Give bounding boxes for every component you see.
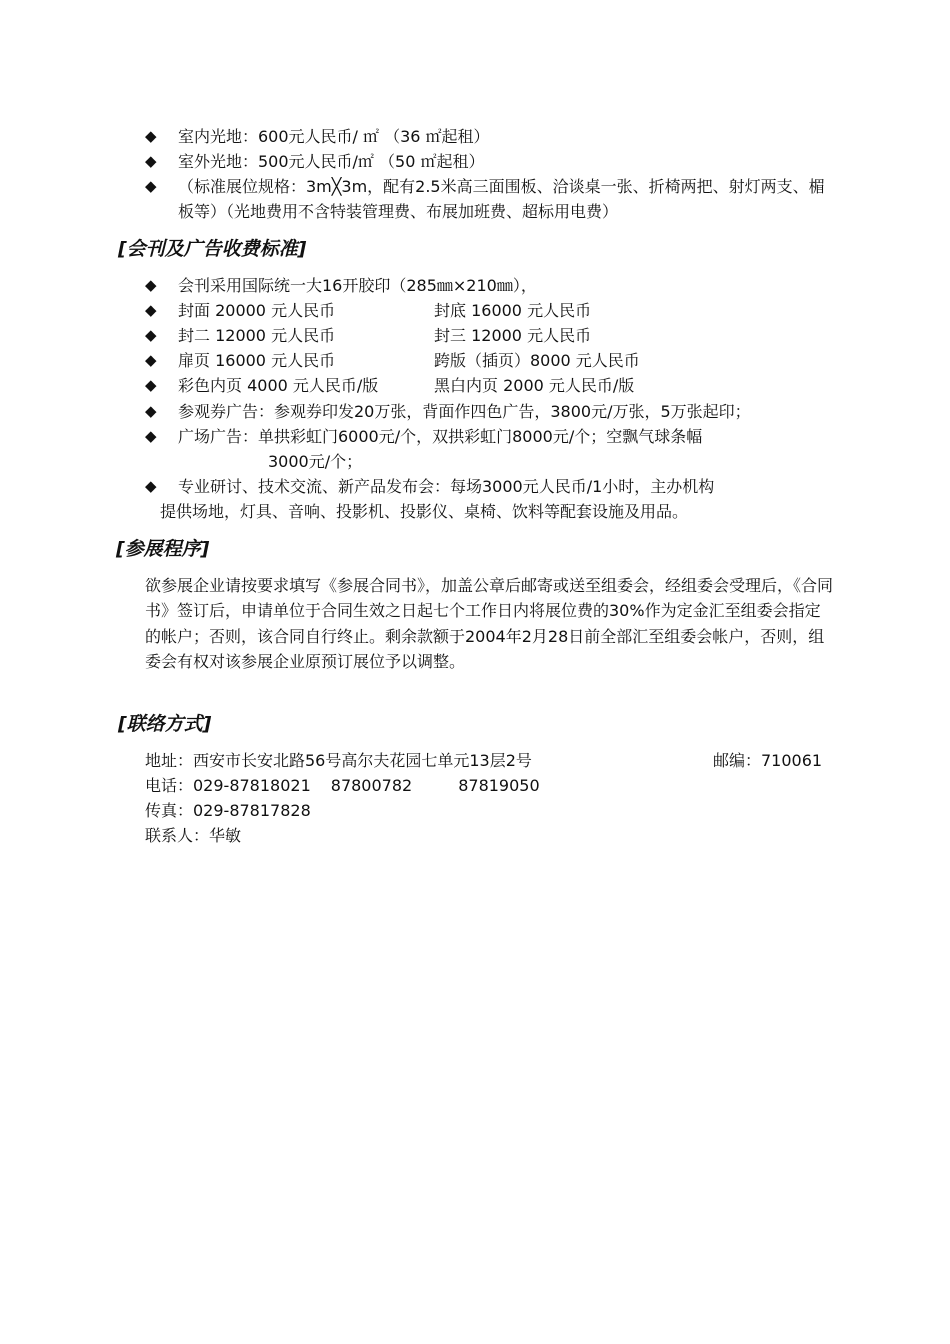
diamond-bullet-icon: ◆	[145, 376, 157, 394]
price-right: 封三 12000 元人民币	[434, 326, 592, 345]
price-left: 封面 20000 元人民币	[178, 301, 336, 320]
list-item	[145, 273, 835, 298]
price-left: 封二 12000 元人民币	[178, 326, 336, 345]
diamond-bullet-icon: ◆	[145, 402, 157, 420]
list-item	[145, 474, 835, 499]
contact-phone-row	[145, 773, 540, 798]
contact-phone-2: 87800782	[330, 776, 413, 795]
procedure-text: 欲参展企业请按要求填写《参展合同书》，加盖公章后邮寄或送至组委会，经组委会受理后，《合同书》签订后，申请单位于合同生效之日起七个工作日内将展位费的30%作为定金汇至组委会指定的帐户；否则，该合同自行终止。剩余款额于2004年2月28日前全部汇至组委会帐户，否则，组委会有权对该参展企业原预订展位予以调整。	[145, 576, 834, 671]
contact-phone-1: 电话：029-87818021	[145, 776, 311, 795]
diamond-bullet-icon: ◆	[145, 477, 157, 495]
seminar-fee-continued: 提供场地，灯具、音响、投影机、投影仪、桌椅、饮料等配套设施及用品。	[160, 502, 689, 521]
seminar-fee: 专业研讨、技术交流、新产品发布会：每场3000元人民币/1小时，主办机构	[178, 477, 715, 496]
diamond-bullet-icon: ◆	[145, 177, 157, 195]
ticket-ad: 参观券广告：参观券印发20万张，背面作四色广告，3800元/万张，5万张起印；	[178, 402, 751, 421]
outdoor-space-price: 室外光地：500元人民币/㎡ （50 ㎡起租）	[178, 152, 485, 171]
indoor-space-price: 室内光地：600元人民币/ ㎡ （36 ㎡起租）	[178, 127, 490, 146]
diamond-bullet-icon: ◆	[145, 427, 157, 445]
catalog-format: 会刊采用国际统一大16开胶印（285㎜×210㎜），	[178, 276, 537, 295]
list-item	[145, 399, 835, 424]
section-heading-ads: [会刊及广告收费标准]	[118, 238, 307, 260]
price-right: 黑白内页 2000 元人民币/版	[434, 376, 635, 395]
plaza-ad: 广场广告：单拱彩虹门6000元/个，双拱彩虹门8000元/个；空飘气球条幅	[178, 427, 703, 446]
price-left: 彩色内页 4000 元人民币/版	[178, 376, 379, 395]
price-right: 跨版（插页）8000 元人民币	[434, 351, 640, 370]
diamond-bullet-icon: ◆	[145, 276, 157, 294]
diamond-bullet-icon: ◆	[145, 127, 157, 145]
plaza-ad-continued: 3000元/个；	[268, 452, 363, 471]
diamond-bullet-icon: ◆	[145, 152, 157, 170]
section-heading-contact: [联络方式]	[118, 713, 212, 735]
list-item	[145, 124, 835, 149]
contact-zip: 邮编：710061	[713, 751, 823, 770]
list-item	[145, 424, 835, 449]
section-heading-procedure: [参展程序]	[116, 538, 210, 560]
contact-fax: 传真：029-87817828	[145, 801, 311, 820]
contact-address: 地址：西安市长安北路56号高尔夫花园七单元13层2号	[145, 751, 532, 770]
standard-booth-spec: （标准展位规格：3m╳3m，配有2.5米高三面围板、洽谈桌一张、折椅两把、射灯两支、楣板等）（光地费用不含特装管理费、布展加班费、超标用电费）	[178, 177, 825, 221]
diamond-bullet-icon: ◆	[145, 301, 157, 319]
diamond-bullet-icon: ◆	[145, 326, 157, 344]
list-item	[145, 149, 835, 174]
price-left: 扉页 16000 元人民币	[178, 351, 336, 370]
contact-phone-3: 87819050	[458, 776, 540, 795]
price-right: 封底 16000 元人民币	[434, 301, 592, 320]
diamond-bullet-icon: ◆	[145, 351, 157, 369]
list-item	[145, 174, 835, 224]
contact-person: 联系人：华敏	[145, 826, 242, 845]
